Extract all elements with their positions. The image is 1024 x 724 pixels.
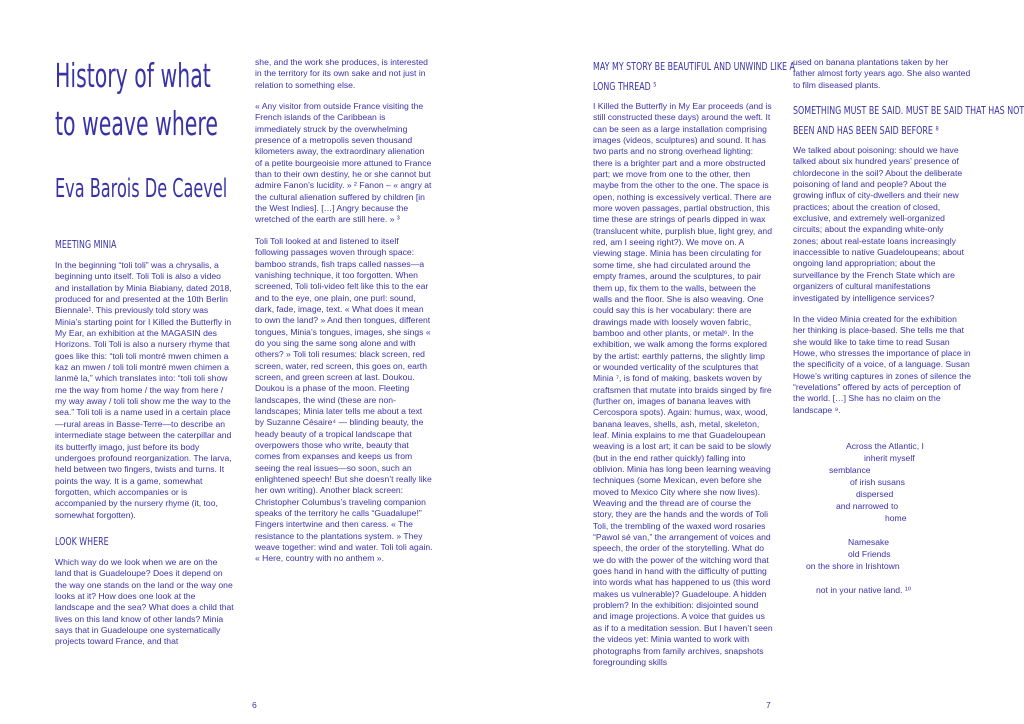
poem-line: on the shore in Irishtown [806, 561, 900, 571]
body-paragraph: In the video Minia created for the exhibition her thinking is place-based. She tells me that she would like to take time to read Susan Howe, who stresses the importance of place in the specificity of a voice, of a language. Susan Howe’s writing captures in zones of silence the “revelations” offered by acts of perception of the world. […] She has no claim on the landscape ⁹. [793, 313, 972, 415]
left-page-column-2 [255, 57, 433, 575]
body-paragraph: Toli Toli looked at and listened to itself following passages woven through space: bamboo strands, fish traps called nasses—a vanishing technique, it too forgotten. When screened, Toli toli-video felt like this to the ear and to the eye, one plain, one purl: sound, dark, fade, image, text. « What does it mean to own the land? » And then tongues, different tongues, Minia’s tongues, images, she sings « do you sing the same song alone and with others? » Toli toli resumes: black screen, red screen, water, red screen, this goes on, earth screen, and green screen at last. Doukou. Doukou is a phase of the moon. Fleeting landscapes, the wind (these are non-landscapes; Minia later tells me about a text by Suzanne Césaire⁴ — blinding beauty, the heady beauty of a tropical landscape that overpowers those who write, beauty that comes from expanses and keeps us from seeing the real issues—so soon, such an enlightened speech! But she doesn’t really like her own writing). Another black screen: Christopher Columbus’s traveling companion speaks of the territory he calls “Guadalupe!” Fingers intertwine and then caress. « The resistance to the plantations system. » They weave together: wind and water. Toli toli again. « Here, country with no anthem ». [255, 235, 433, 564]
section-heading-line: BEEN AND HAS BEEN SAID BEFORE ⁸ [793, 124, 939, 138]
body-paragraph: used on banana plantations taken by her father almost forty years ago. She also wanted to film diseased plants. [793, 57, 971, 90]
section-heading-look-where: LOOK WHERE [55, 534, 109, 548]
poem-line: not in your native land. ¹⁰ [816, 585, 912, 595]
section-heading-story [593, 57, 795, 93]
section-heading-line: LONG THREAD ⁵ [593, 80, 657, 93]
right-page-column-4 [793, 57, 1024, 426]
section-heading-something-must-be-said [793, 101, 1024, 138]
section-heading-line: SOMETHING MUST BE SAID. MUST BE SAID THAT HAS NOT [793, 104, 1024, 118]
quote-paragraph: « Any visitor from outside France visiting the French islands of the Caribbean is immediately struck by the overwhelming presence of a metropolis seven thousand kilometers away, the extraordinary alienation of a petite bourgeoisie more attuned to France than to their own destiny, he or she cannot but admire Fanon’s lucidity. » ² Fanon – « angry at the cultural alienation suffered by children [in the West Indies]. […] Angry because the wretched of the earth are still here. » ³ [255, 101, 432, 225]
section-heading-line: MAY MY STORY BE BEAUTIFUL AND UNWIND LIKE A [593, 60, 795, 73]
page-number-left: 6 [252, 700, 257, 710]
page-number-right: 7 [766, 700, 771, 710]
body-paragraph: We talked about poisoning: should we have talked about six hundred years’ presence of chlordecone in the soil? About the deliberate poisoning of land and people? About the growing influx of city-dwellers and their new practices; about the creation of closed, exclusive, and extremely well-organized circuits; about the expanding white-only zones; about real-estate loans increasingly inaccessible to native Guadeloupeans; about ongoing land appropriation; about the surveillance by the French State which are organizers of cultural manifestations investigated by intelligence services? [793, 145, 965, 303]
title-line-1: History of what [55, 56, 211, 95]
body-paragraph: she, and the work she produces, is interested in the territory for its own sake and not just in relation to something else. [255, 57, 428, 90]
poem-line: of irish susans [850, 477, 905, 487]
left-page-column-1 [55, 52, 235, 658]
body-paragraph: Which way do we look when we are on the land that is Guadeloupe? Does it depend on the way one stands on the land or the way one looks at it? How does one look at the landscape and the sea? What does a child that lives on this land know of other lands? Minia says that in Guadeloupe one systematically projects toward France, and that [55, 556, 234, 647]
title-line-2: to weave where [55, 104, 218, 143]
poem-line: inherit myself [864, 453, 915, 463]
body-paragraph: In the beginning “toli toli” was a chrysalis, a beginning unto itself. Toli Toli is also a video and installation by Minia Biabiany, dated 2018, produced for and presented at the 10th Berlin Biennale¹. This previously told story was Minia’s starting point for I Killed the Butterfly in My Ear, an exhibition at the MAGASIN des Horizons. Toli Toli is also a nursery rhyme that goes like this: “toli toli montré mwen chimen a kaz an mwen / toli toli montré mwen chimen a lanmè la,” which translates into: “toli toli show me the way from home / the way from here / my way away / toli toli show me the way to the sea.” Toli toli is a name used in a certain place—rural areas in Basse-Terre—to describe an intermediate stage between the caterpillar and its butterfly imago, just before its body undergoes profound reorganization. The larva, held between two fingers, twists and turns. It points the way. It is a game, somewhat forgotten, which accompanies or is accompanied by the nursery rhyme (it, too, somewhat forgotten). [55, 260, 232, 520]
section-heading-meeting-minia: MEETING MINIA [55, 238, 117, 251]
poem-line: dispersed [856, 489, 894, 499]
poem-line: old Friends [848, 549, 891, 559]
poem-line: semblance [829, 465, 871, 475]
body-paragraph: I Killed the Butterfly in My Ear proceeds (and is still constructed these days) around the weft. It can be seen as a large installation comprising images (videos, sculptures) and sound. It has two parts and no strong overhead lighting: there is a brighter part and a more obstructed part; we move from one to the other, then maybe from the other to the one. The space is open, nothing is excessively vertical. There are more woven passages, partial obstruction, this time these are strings of pearls dipped in wax (translucent white, purplish blue, light grey, and red, am I seeing right?). We move on. A viewing stage. Minia has been circulating for some time, she had circulated around the empty frames, around the sculptures, to pair them up, fix them to the walls, between the walls and the floor. She is also weaving. One could say this is her vocabulary: there are drawings made with loosely woven fabric, bamboo and other plants, or metal⁶. In the exhibition, we walk among the forms explored by the artist: earthly patterns, the slightly limp or wounded verticality of the sculptures that Minia ⁷, is fond of making, baskets woven by craftsmen that mutate into braids singed by fire (further on, images of banana leaves with Cercospora spots). Again: humus, wax, wood, banana leaves, shells, ash, metal, skeleton, leaf. Minia explains to me that Guadeloupean weaving is a lost art; it can be said to be slowly (but in the end rather quickly) falling into oblivion. Minia has long been learning weaving techniques (some Mexican, even before she moved to Mexico City where she now lives). Weaving and the thread are of course the story, they are the hands and the words of Toli Toli, the trembling of the waxed word rosaries “Pawol sé van,” the arrangement of voices and speech, the order of the storytelling. What do we do with the power of the witching word that goes hand in hand with the difficulty of putting into words what has happened to us (this word makes us vulnerable)? Guadeloupe. A hidden problem? In the exhibition: disjointed sound and image projections. A voice that guides us as if to a meditation session. But I haven’t seen the videos yet: Minia wanted to work with photographs from family archives, snapshots foregrounding skills [593, 101, 773, 667]
poem-line: and narrowed to [836, 501, 899, 511]
title [55, 52, 235, 148]
right-page-column-3 [593, 57, 795, 678]
poem-line: Namesake [848, 537, 890, 547]
poem-line: home [885, 513, 907, 523]
author-name: Eva Barois De Caevel [55, 174, 228, 204]
poem-line: Across the Atlantic, I [846, 441, 924, 451]
